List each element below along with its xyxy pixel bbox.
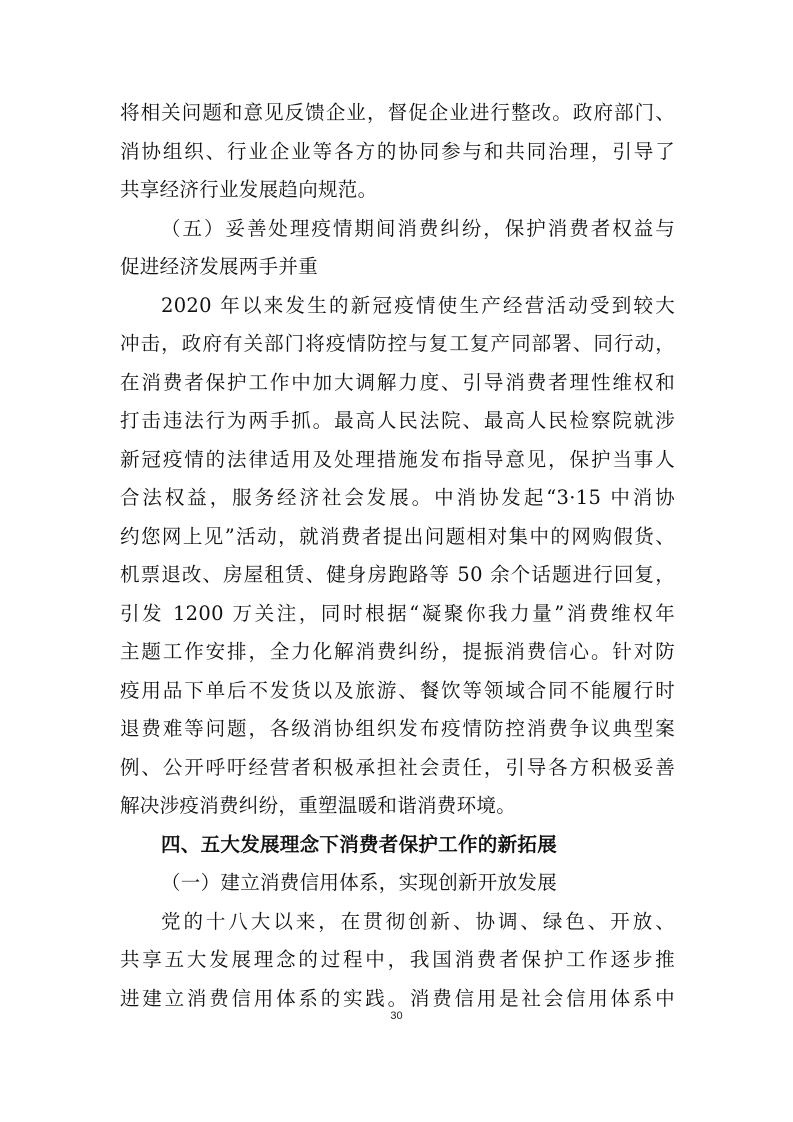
paragraph-line: 约您网上见”活动，就消费者提出问题相对集中的网购假货、 bbox=[120, 524, 675, 548]
paragraph-line: 疫用品下单后不发货以及旅游、餐饮等领域合同不能履行时 bbox=[120, 678, 675, 702]
paragraph-line: 例、公开呼吁经营者积极承担社会责任，引导各方积极妥善 bbox=[120, 755, 675, 779]
paragraph-line: 共享经济行业发展趋向规范。 bbox=[120, 178, 378, 201]
paragraph-line: 引发 1200 万关注，同时根据“凝聚你我力量”消费维权年 bbox=[120, 601, 675, 625]
page-number: 30 bbox=[390, 1010, 403, 1022]
paragraph-line: 机票退改、房屋租赁、健身房跑路等 50 余个话题进行回复， bbox=[120, 563, 675, 586]
paragraph-line: 将相关问题和意见反馈企业，督促企业进行整改。政府部门、 bbox=[120, 101, 675, 124]
paragraph-line: 打击违法行为两手抓。最高人民法院、最高人民检察院就涉 bbox=[120, 409, 675, 432]
paragraph-line: 2020 年以来发生的新冠疫情使生产经营活动受到较大 bbox=[161, 293, 675, 317]
body-text bbox=[120, 94, 675, 1018]
paragraph-line: 进建立消费信用体系的实践。消费信用是社会信用体系中 bbox=[120, 986, 675, 1010]
chapter-heading: 四、五大发展理念下消费者保护工作的新拓展 bbox=[161, 832, 558, 856]
subsection-heading: （一）建立消费信用体系，实现创新开放发展 bbox=[161, 871, 558, 894]
paragraph-line: 主题工作安排，全力化解消费纠纷，提振消费信心。针对防 bbox=[120, 640, 675, 663]
paragraph-line: 新冠疫情的法律适用及处理措施发布指导意见，保护当事人 bbox=[120, 447, 675, 471]
paragraph-line: 冲击，政府有关部门将疫情防控与复工复产同部署、同行动， bbox=[120, 332, 675, 355]
section-heading-line: 促进经济发展两手并重 bbox=[120, 255, 319, 278]
paragraph-line: 消协组织、行业企业等各方的协同参与和共同治理，引导了 bbox=[120, 139, 675, 163]
paragraph-line: 退费难等问题，各级消协组织发布疫情防控消费争议典型案 bbox=[120, 717, 675, 740]
paragraph-line: 合法权益，服务经济社会发展。中消协发起“3·15 中消协 bbox=[120, 486, 675, 509]
paragraph-line: 在消费者保护工作中加大调解力度、引导消费者理性维权和 bbox=[120, 370, 675, 394]
paragraph-line: 解决涉疫消费纠纷，重塑温暖和谐消费环境。 bbox=[120, 794, 517, 817]
section-heading-line: （五）妥善处理疫情期间消费纠纷，保护消费者权益与 bbox=[161, 216, 675, 240]
paragraph-line: 共享五大发展理念的过程中，我国消费者保护工作逐步推 bbox=[120, 948, 675, 971]
paragraph-line: 党的十八大以来，在贯彻创新、协调、绿色、开放、 bbox=[161, 909, 675, 933]
